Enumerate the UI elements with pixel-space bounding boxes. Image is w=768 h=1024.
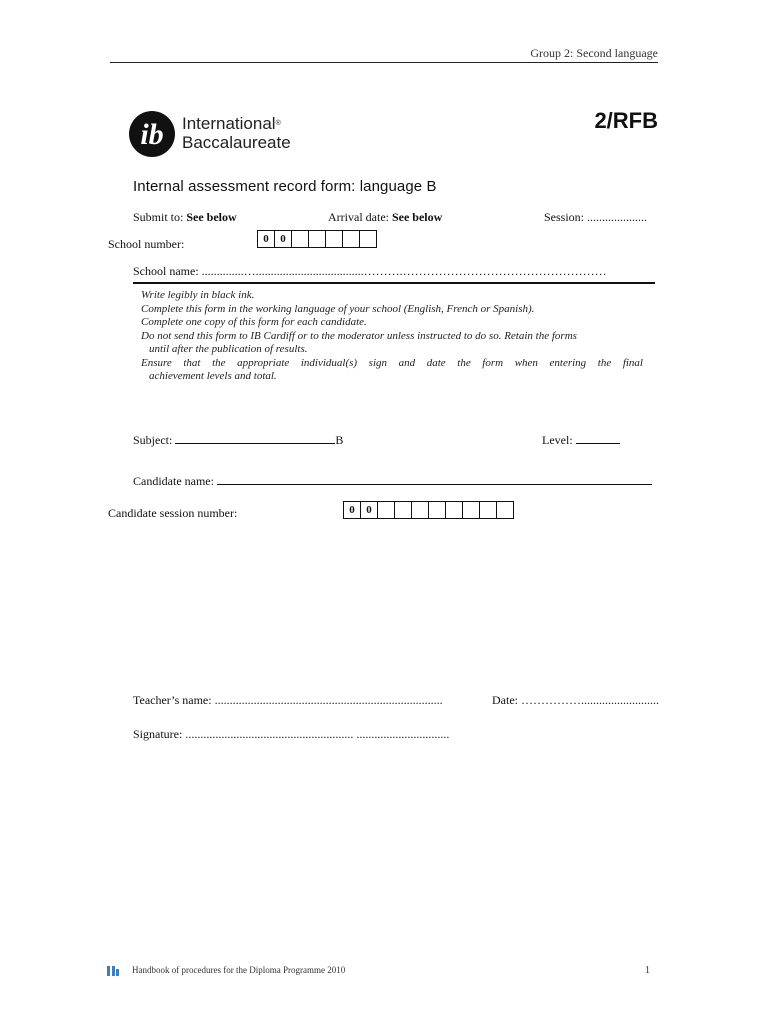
digit-box[interactable]	[309, 231, 326, 247]
form-title: Internal assessment record form: language B	[133, 178, 437, 195]
logo-registered: ®	[275, 120, 281, 127]
submit-to: Submit to: See below	[133, 210, 237, 224]
instructions-rule	[133, 282, 655, 284]
digit-box[interactable]	[463, 502, 480, 518]
logo-wordmark	[182, 114, 291, 152]
digit-box[interactable]	[412, 502, 429, 518]
instruction-item: Do not send this form to IB Cardiff or to the moderator unless instructed to do so. Retain the forms	[141, 329, 577, 342]
level-field[interactable]: Level:	[542, 431, 620, 448]
header-rule	[110, 62, 658, 63]
ib-footer-icon	[106, 964, 120, 978]
logo-line1: International	[182, 114, 276, 133]
school-number-label: School number:	[108, 237, 185, 251]
teacher-name-field[interactable]: Teacher’s name: ............................................................................	[133, 693, 443, 707]
instruction-item: Complete one copy of this form for each candidate.	[141, 316, 367, 328]
candidate-session-boxes[interactable]	[343, 501, 514, 519]
digit-box[interactable]	[480, 502, 497, 518]
instruction-item: Ensure that the appropriate individual(s) sign and date the form when entering the final	[141, 356, 643, 369]
instruction-item: achievement levels and total.	[149, 370, 277, 382]
candidate-name-field[interactable]: Candidate name:	[133, 472, 652, 489]
school-number-boxes[interactable]	[257, 230, 377, 248]
logo-mark-text: ib	[140, 118, 164, 151]
digit-box[interactable]: 0	[258, 231, 275, 247]
candidate-name-line	[217, 472, 652, 485]
footer-text: Handbook of procedures for the Diploma Programme 2010	[132, 965, 346, 975]
instruction-item: Write legibly in black ink.	[141, 289, 255, 301]
digit-box[interactable]: 0	[361, 502, 378, 518]
school-name-field[interactable]: School name: ..............…....................................……….……………………………………………	[133, 264, 607, 278]
digit-box[interactable]	[378, 502, 395, 518]
subject-field[interactable]: Subject: B	[133, 433, 344, 447]
digit-box[interactable]	[497, 502, 513, 518]
signature-field[interactable]: Signature: ........................................................ ...............................	[133, 727, 450, 741]
digit-box[interactable]	[360, 231, 376, 247]
level-line	[576, 431, 620, 444]
form-code: 2/RFB	[594, 108, 658, 133]
digit-box[interactable]	[343, 231, 360, 247]
arrival-date: Arrival date: See below	[328, 210, 443, 224]
digit-box[interactable]	[326, 231, 343, 247]
digit-box[interactable]	[395, 502, 412, 518]
digit-box[interactable]	[446, 502, 463, 518]
digit-box[interactable]	[292, 231, 309, 247]
session-field[interactable]: Session: ....................	[544, 210, 648, 224]
instruction-item: until after the publication of results.	[149, 343, 308, 355]
digit-box[interactable]	[429, 502, 446, 518]
page-number: 1	[645, 965, 650, 976]
candidate-session-label: Candidate session number:	[108, 506, 238, 520]
logo-line2: Baccalaureate	[182, 133, 291, 152]
section-header: Group 2: Second language	[530, 46, 658, 60]
subject-line	[175, 431, 335, 444]
instruction-item: Complete this form in the working language of your school (English, French or Spanish).	[141, 302, 535, 315]
instructions	[141, 289, 643, 384]
date-field[interactable]: Date: ……………..........................	[492, 693, 659, 707]
digit-box[interactable]: 0	[344, 502, 361, 518]
digit-box[interactable]: 0	[275, 231, 292, 247]
ib-logo-icon	[128, 110, 176, 158]
